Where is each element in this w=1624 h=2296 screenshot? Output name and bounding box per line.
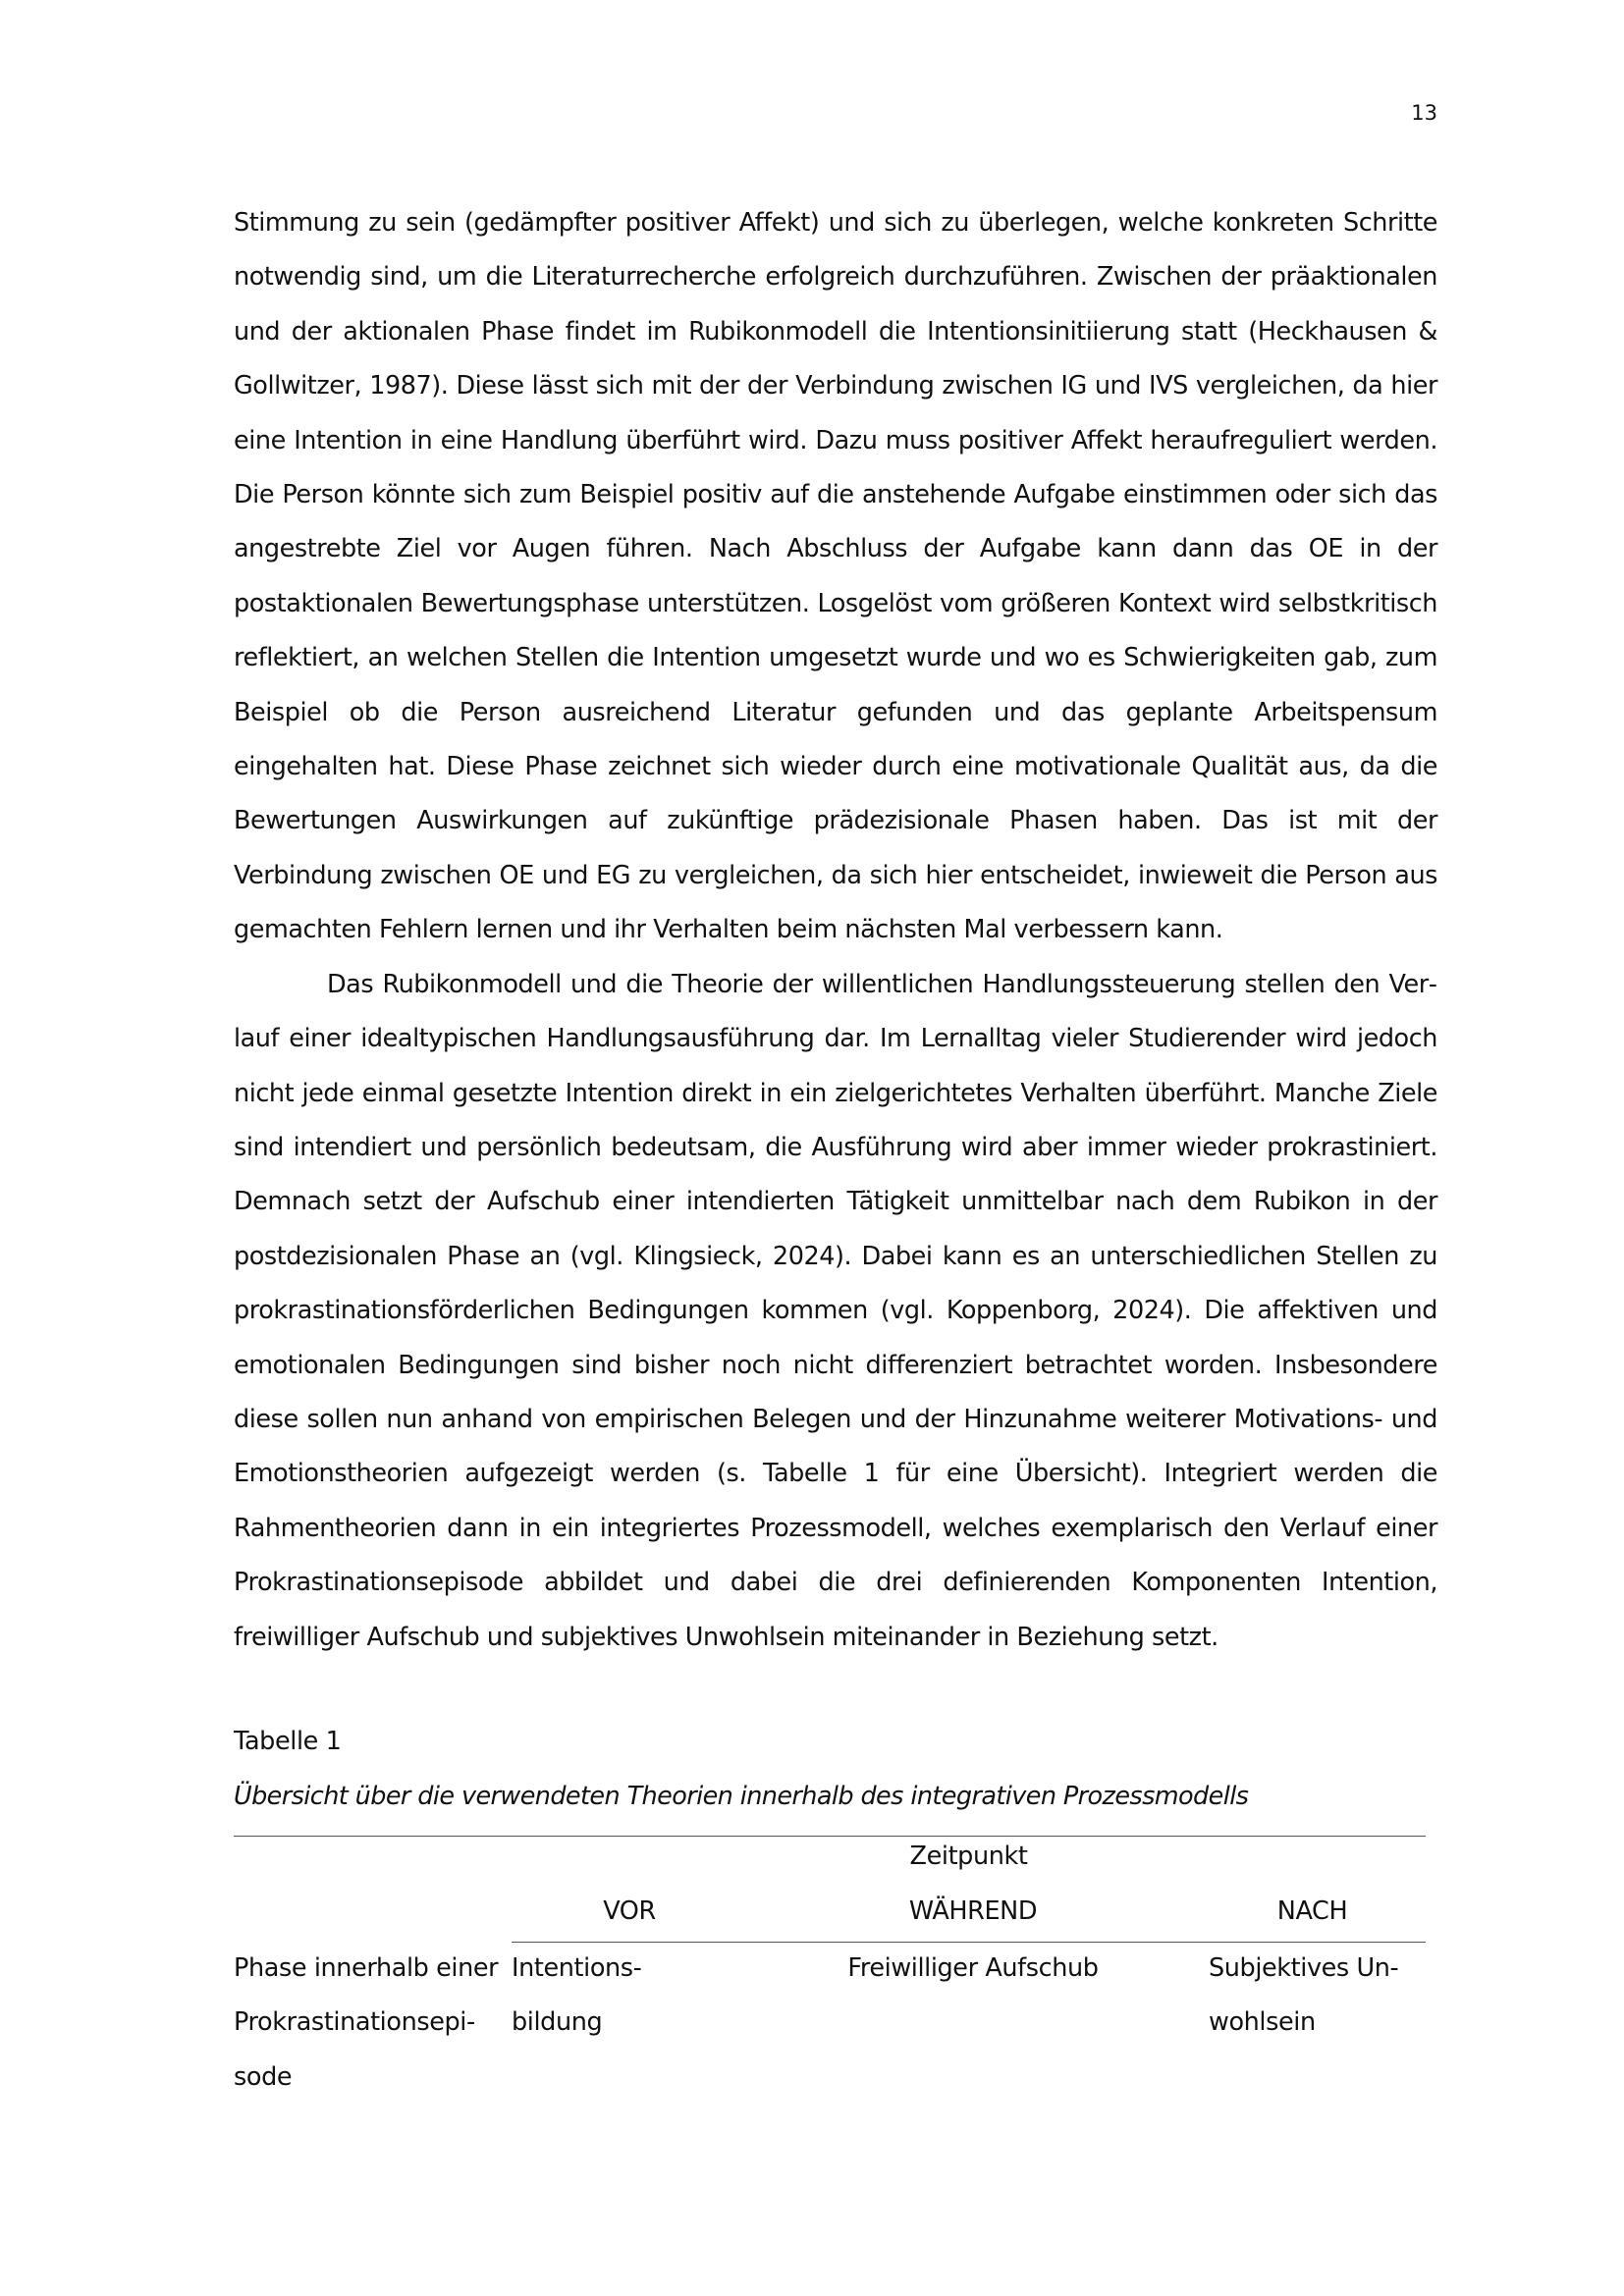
table-cell-line: Intentions-: [512, 1953, 642, 1983]
table-row-label-line: Prokrastinationsepi-: [234, 2007, 475, 2038]
table-caption: Übersicht über die verwendeten Theorien innerhalb des integrativen Prozessmodells: [234, 1782, 1249, 1811]
table-cell-nach: [1209, 1942, 1426, 2051]
table-column-header-waehrend: WÄHREND: [908, 1896, 1038, 1926]
table-row-label: [234, 1942, 504, 2105]
table-cell-waehrend: [806, 1942, 1140, 1996]
table-cell-line: bildung: [512, 2007, 603, 2038]
body-text: [234, 196, 1437, 1665]
table-column-header-nach: NACH: [1276, 1896, 1348, 1926]
table-label: Tabelle 1: [234, 1727, 342, 1756]
table-cell-line: Subjektives Un-: [1209, 1953, 1399, 1983]
table-column-header-vor: VOR: [603, 1896, 656, 1926]
table-row-label-line: Phase innerhalb einer: [234, 1953, 499, 1983]
paragraph-2: Das Rubikonmodell und die Theorie der willentlichen Handlungssteuerung stellen den Verlauf einer idealtypischen Handlungsausführung dar. Im Lernalltag vieler Studierender wird jedoch nicht jede einmal gesetzte Intention direkt in ein zielgerichtetes Verhalten überführt. Manche Ziele sind intendiert und persönlich bedeutsam, die Ausführung wird aber immer wieder prokrastiniert. Demnach setzt der Aufschub einer intendierten Tätigkeit unmittelbar nach dem Rubikon in der postdezisionalen Phase an (vgl. Klingsieck, 2024). Dabei kann es an unterschiedlichen Stellen zu prokrastinationsförderlichen Bedingungen kommen (vgl. Koppenborg, 2024). Die affektiven und emotionalen Bedingungen sind bisher noch nicht differenziert betrachtet worden. Insbesondere diese sollen nun anhand von empirischen Belegen und der Hinzunahme weiterer Motivations- und Emotionstheorien aufgezeigt werden (s. Tabelle 1 für eine Übersicht). Integriert werden die Rahmentheorien dann in ein integriertes Prozessmodell, welches exemplarisch den Verlauf einer Prokrastinationsepisode abbildet und dabei die drei definierenden Komponenten Intention, freiwilliger Aufschub und subjektives Unwohlsein miteinander in Beziehung setzt.: [234, 969, 1437, 1652]
table-cell-line: wohlsein: [1209, 2007, 1316, 2038]
table-row-label-line: sode: [234, 2061, 293, 2092]
page-number: 13: [1411, 101, 1437, 125]
table-cell-vor: [512, 1942, 688, 2051]
paragraph-1: Stimmung zu sein (gedämpfter positiver Affekt) und sich zu überlegen, welche konkreten Schritte notwendig sind, um die Literaturrecherche erfolgreich durchzuführen. Zwischen der präaktionalen und der aktionalen Phase findet im Rubikonmodell die Intentionsinitiierung statt (Heckhausen & Gollwitzer, 1987). Diese lässt sich mit der der Verbindung zwischen IG und IVS vergleichen, da hier eine Intention in eine Handlung überführt wird. Dazu muss positiver Affekt heraufreguliert werden. Die Person könnte sich zum Beispiel positiv auf die anstehende Aufgabe einstimmen oder sich das angestrebte Ziel vor Augen führen. Nach Abschluss der Aufgabe kann dann das OE in der postaktionalen Bewertungsphase unterstützen. Losgelöst vom größeren Kontext wird selbstkritisch reflektiert, an welchen Stellen die Intention umgesetzt wurde und wo es Schwierigkeiten gab, zum Beispiel ob die Person ausreichend Literatur gefunden und das geplante Arbeitspensum eingehalten hat. Diese Phase zeichnet sich wieder durch eine motivationale Qualität aus, da die Bewertungen Auswirkungen auf zukünftige prädezisionale Phasen haben. Das ist mit der Verbindung zwischen OE und EG zu vergleichen, da sich hier entscheidet, inwieweit die Person aus gemachten Fehlern lernen und ihr Verhalten beim nächsten Mal verbessern kann.: [234, 208, 1437, 945]
table-cell-line: Freiwilliger Aufschub: [847, 1953, 1099, 1983]
table-group-header: Zeitpunkt: [909, 1842, 1028, 1871]
